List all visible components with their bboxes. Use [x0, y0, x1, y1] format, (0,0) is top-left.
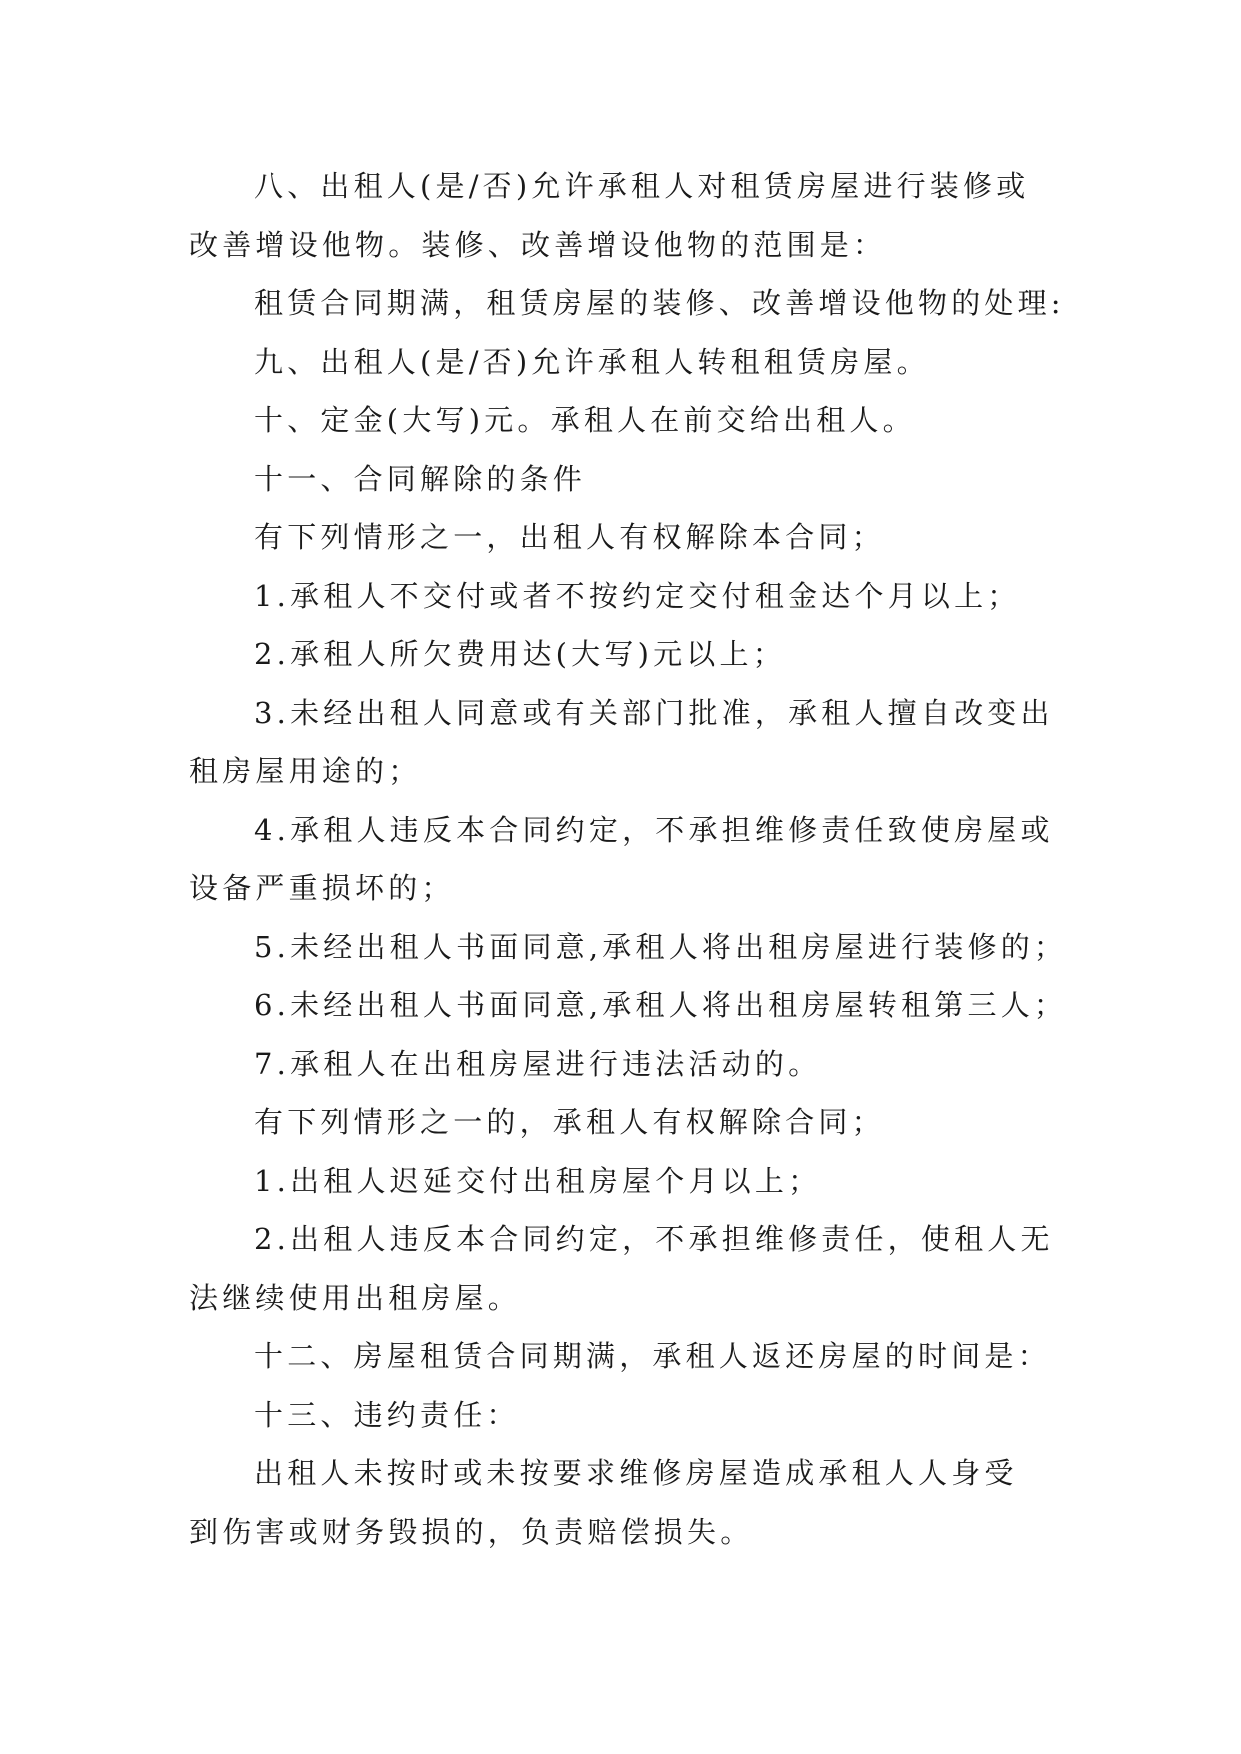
clause-13-line-2: 到伤害或财务毁损的，负责赔偿损失。: [189, 1514, 754, 1549]
lessor-condition-7: 7.承租人在出租房屋进行违法活动的。: [254, 1046, 822, 1081]
clause-8-line-1: 八、出租人(是/否)允许承租人对租赁房屋进行装修或: [254, 169, 1030, 203]
clause-8-line-2: 改善增设他物。装修、改善增设他物的范围是：: [189, 227, 887, 262]
document-body: [189, 157, 1068, 1561]
clause-8-handling-line: 租赁合同期满，租赁房屋的装修、改善增设他物的处理:: [254, 286, 1065, 320]
lessee-condition-1: 1.出租人迟延交付出租房屋个月以上；: [254, 1163, 822, 1198]
lessor-condition-3-line-1: 3.未经出租人同意或有关部门批准，承租人擅自改变出: [254, 695, 1054, 730]
lessor-condition-5: 5.未经出租人书面同意,承租人将出租房屋进行装修的；: [254, 929, 1068, 964]
lessor-condition-2: 2.承租人所欠费用达(大写)元以上；: [254, 637, 786, 671]
lessor-condition-4-line-1: 4.承租人违反本合同约定，不承担维修责任致使房屋或: [254, 812, 1054, 847]
clause-11-heading: 十一、合同解除的条件: [254, 461, 587, 496]
lessor-termination-intro: 有下列情形之一，出租人有权解除本合同；: [254, 520, 885, 554]
lessor-condition-1: 1.承租人不交付或者不按约定交付租金达个月以上；: [254, 578, 1021, 613]
clause-12-line: 十二、房屋租赁合同期满，承租人返还房屋的时间是：: [254, 1339, 1051, 1373]
clause-13-line-1: 出租人未按时或未按要求维修房屋造成承租人人身受: [254, 1456, 1018, 1490]
lessor-condition-3-line-2: 租房屋用途的；: [189, 754, 422, 788]
clause-13-heading: 十三、违约责任：: [254, 1397, 520, 1432]
clause-10-line: 十、定金(大写)元。承租人在前交给出租人。: [254, 403, 916, 437]
lessee-condition-2-line-1: 2.出租人违反本合同约定，不承担维修责任，使租人无: [254, 1222, 1054, 1256]
lessee-condition-2-line-2: 法继续使用出租房屋。: [189, 1280, 522, 1315]
lessee-termination-intro: 有下列情形之一的，承租人有权解除合同；: [254, 1105, 885, 1139]
lessor-condition-6: 6.未经出租人书面同意,承租人将出租房屋转租第三人；: [254, 988, 1068, 1022]
clause-9-line: 九、出租人(是/否)允许承租人转租租赁房屋。: [254, 344, 930, 379]
lessor-condition-4-line-2: 设备严重损坏的；: [189, 871, 455, 905]
